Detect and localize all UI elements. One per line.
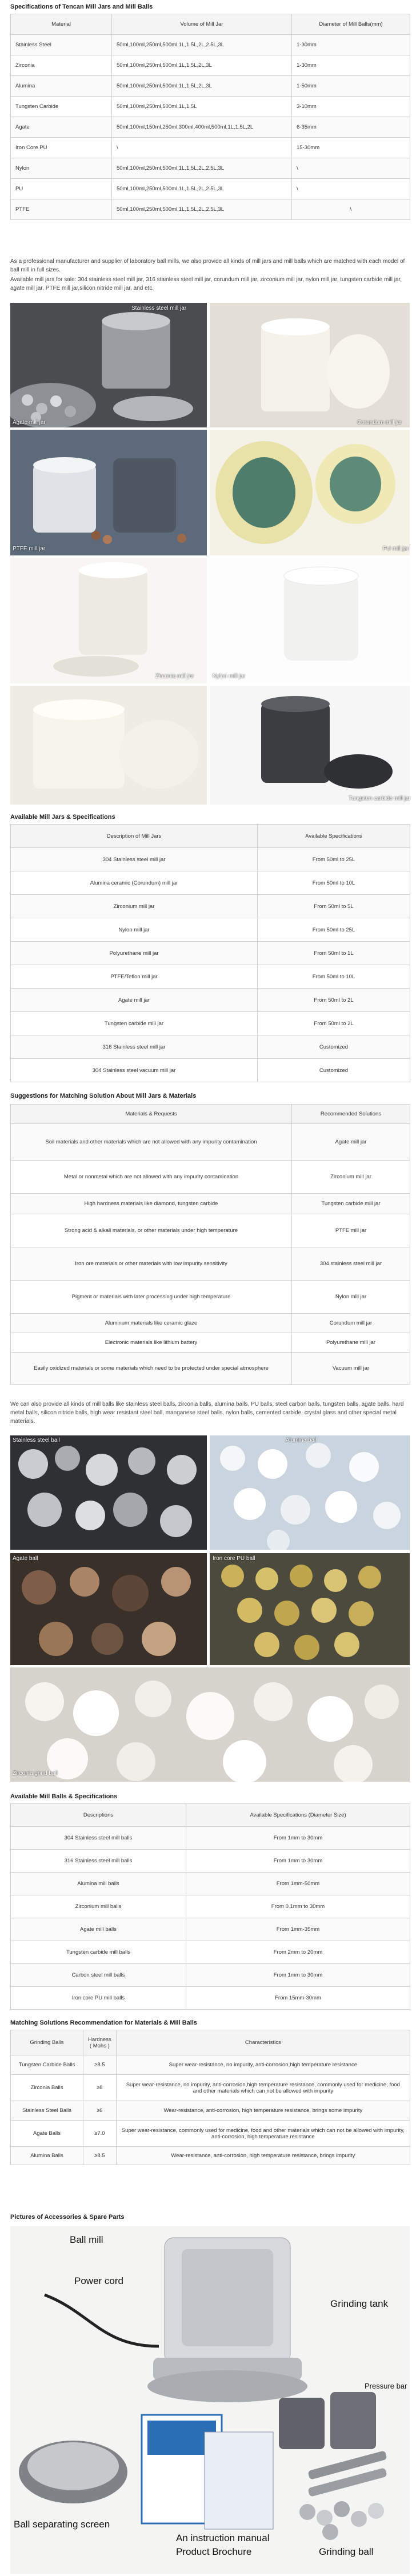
table-row (11, 2121, 410, 2147)
cell: Tungsten carbide mill balls (11, 1941, 186, 1964)
cell: PU (11, 179, 112, 199)
cell: Zirconia (11, 55, 112, 76)
table-row (11, 76, 410, 97)
table-row (11, 2147, 410, 2165)
cell: Tungsten Carbide (11, 97, 112, 117)
cell: Corundum mill jar (292, 1314, 410, 1333)
label-pressure-bar: Pressure bar (365, 2382, 407, 2390)
specs-table (10, 14, 410, 220)
cell: ≥8 (83, 2075, 117, 2101)
cell: From 50ml to 10L (258, 965, 410, 989)
photo-ptfe-jar (10, 430, 207, 555)
table-row (11, 97, 410, 117)
cell: Zirconium mill jar (292, 1161, 410, 1194)
cell: ≥8.5 (83, 2147, 117, 2165)
caption-zirconia-jar: Zirconia mill jar (155, 673, 194, 679)
cell: 50ml,100ml,250ml,500ml,1L,1.5L,2L,3L (112, 55, 292, 76)
ironcore-ball-image (210, 1553, 410, 1665)
cell: Customized (258, 1035, 410, 1059)
cell: Pigment or materials with later processing under high temperature (11, 1281, 292, 1314)
cell: Wear-resistance, anti-corrosion, high temperature resistance, brings some impurity (116, 2101, 410, 2121)
caption-stainless-jar: Stainless steel mill jar (131, 305, 187, 311)
cell: From 2mm to 20mm (186, 1941, 410, 1964)
cell: 316 Stainless steel mill jar (11, 1035, 258, 1059)
agate-ball-image (10, 1553, 207, 1665)
cell: 1-50mm (292, 76, 410, 97)
cell: 304 Stainless steel mill jar (11, 848, 258, 871)
match-table (10, 2030, 410, 2165)
cell: From 1mm to 30mm (186, 1827, 410, 1850)
zirconia-jar-open-image (10, 686, 207, 805)
photo-tungsten-jar (210, 686, 410, 805)
cell: From 50ml to 5L (258, 895, 410, 918)
balls-title: Available Mill Balls & Specifications (10, 1793, 118, 1800)
table-row (11, 1987, 410, 2010)
balls-table (10, 1803, 410, 2010)
table-row (11, 989, 410, 1012)
cell: From 1mm-35mm (186, 1918, 410, 1941)
stainless-ball-image (10, 1435, 207, 1550)
table-row (11, 918, 410, 942)
cell: Alumina ceramic (Corundum) mill jar (11, 871, 258, 895)
cell: 50ml,100ml,250ml,500ml,1L,1.5L,2L,2.5L,3L (112, 35, 292, 55)
caption-stainless-ball: Stainless steel ball (13, 1437, 60, 1443)
caption-zirconia-ball: Zirconia grind ball (13, 1770, 58, 1777)
photo-pu-jar (210, 430, 410, 555)
caption-ironcore-ball: Iron core PU ball (213, 1555, 255, 1562)
table-row (11, 2075, 410, 2101)
specs-header-diameter: Diameter of Mill Balls(mm) (292, 14, 410, 35)
table-row (11, 1873, 410, 1895)
cell: Nylon (11, 158, 112, 179)
ptfe-jar-image (10, 430, 207, 555)
suggest-title: Suggestions for Matching Solution About Mill Jars & Materials (10, 1093, 197, 1099)
specs-header-volume: Volume of Mill Jar (112, 14, 292, 35)
cell: Iron Core PU (11, 138, 112, 158)
cell: Alumina Balls (11, 2147, 83, 2165)
photo-corundum-jar (210, 303, 410, 427)
cell: 50ml,100ml,250ml,500ml,1L,1.5L,2L,2.5L,3L (112, 199, 292, 220)
table-row (11, 1850, 410, 1873)
cell: Strong acid & alkali materials, or other materials under high temperature (11, 1214, 292, 1247)
cell: Customized (258, 1059, 410, 1082)
cell: Carbon steel mill balls (11, 1964, 186, 1987)
caption-pu-jar: PU mill jar (383, 546, 409, 552)
cell: Agate Balls (11, 2121, 83, 2147)
label-power-cord: Power cord (74, 2275, 123, 2286)
caption-agate-ball: Agate ball (13, 1555, 38, 1562)
caption-corundum-jar: Corundum mill jar (357, 419, 402, 426)
cell: Vacuum mill jar (292, 1353, 410, 1385)
cell: Zirconium mill balls (11, 1895, 186, 1918)
table-row (11, 1281, 410, 1314)
cell: PTFE/Teflon mill jar (11, 965, 258, 989)
cell: ≥6 (83, 2101, 117, 2121)
cell: Agate mill balls (11, 1918, 186, 1941)
cell: From 50ml to 2L (258, 989, 410, 1012)
zirconia-jar-image (10, 558, 207, 683)
photo-zirconia-ball (10, 1667, 410, 1782)
cell: Easily oxidized materials or some materials which need to be protected under special atmosphere (11, 1353, 292, 1385)
label-grinding-ball: Grinding ball (319, 2546, 374, 2557)
suggest-header-materials: Materials & Requests (11, 1105, 292, 1124)
stainless-jar-image (10, 303, 207, 427)
cell: Metal or nonmetal which are not allowed with any impurity contamination (11, 1161, 292, 1194)
table-row (11, 1214, 410, 1247)
specs-header-material: Material (11, 14, 112, 35)
intro-line-1: As a professional manufacturer and supplier of laboratory ball mills, we also provide all kinds of mill jars and mill balls which are matched with each model of ball mill in full sizes. (10, 258, 405, 273)
jars-table (10, 824, 410, 1082)
cell: PTFE mill jar (292, 1214, 410, 1247)
label-ball-mill: Ball mill (70, 2234, 103, 2245)
cell: 50ml,100ml,250ml,500ml,1L,1.5L,2L,2.5L,3L (112, 158, 292, 179)
cell: Super wear-resistance, no impurity, anti-corrosion,high temperature resistance (116, 2055, 410, 2075)
cell: From 1mm to 30mm (186, 1964, 410, 1987)
jars-header-specs: Available Specifications (258, 825, 410, 848)
cell: PTFE (11, 199, 112, 220)
tungsten-jar-image (210, 686, 410, 805)
accessories-photo (10, 2226, 410, 2574)
caption-ptfe-jar: PTFE mill jar (13, 546, 46, 552)
photo-ironcore-ball (210, 1553, 410, 1665)
cell: Stainless Steel Balls (11, 2101, 83, 2121)
table-row (11, 1247, 410, 1281)
photo-zirconia-jar-top (10, 558, 207, 683)
cell: Tungsten carbide mill jar (292, 1194, 410, 1214)
match-title: Matching Solutions Recommendation for Materials & Mill Balls (10, 2019, 197, 2026)
cell: Polyurethane mill jar (292, 1333, 410, 1353)
cell: Iron core PU mill balls (11, 1987, 186, 2010)
cell: 304 stainless steel mill jar (292, 1247, 410, 1281)
cell: Wear-resistance, anti-corrosion, high temperature resistance, brings impurity (116, 2147, 410, 2165)
cell: 50ml,100ml,150ml,250ml,300ml,400ml,500ml,1L,1.5L,2L (112, 117, 292, 138)
cell: ≥7.0 (83, 2121, 117, 2147)
match-header-hardness: Hardness ( Mohs ) (83, 2030, 117, 2055)
balls-header-descriptions: Descriptions (11, 1804, 186, 1827)
cell: Nylon mill jar (292, 1281, 410, 1314)
table-row (11, 848, 410, 871)
table-row (11, 1035, 410, 1059)
table-row (11, 1059, 410, 1082)
cell: From 0.1mm to 30mm (186, 1895, 410, 1918)
cell: Super wear-resistance, no impurity, anti-corrosion,high temperature resistance, commonly used for medicine, food and other materials which can not be allowed with impurity (116, 2075, 410, 2101)
cell: \ (292, 199, 410, 220)
table-row (11, 1012, 410, 1035)
cell: From 1mm to 30mm (186, 1850, 410, 1873)
cell: ≥8.5 (83, 2055, 117, 2075)
match-header-characteristics: Characteristics (116, 2030, 410, 2055)
cell: 316 Stainless steel mill balls (11, 1850, 186, 1873)
cell: 6-35mm (292, 117, 410, 138)
cell: Alumina (11, 76, 112, 97)
photo-stainless-jar (10, 303, 207, 427)
cell: Stainless Steel (11, 35, 112, 55)
cell: Agate mill jar (11, 989, 258, 1012)
table-row (11, 1314, 410, 1333)
cell: From 50ml to 25L (258, 848, 410, 871)
cell: \ (292, 158, 410, 179)
pu-jar-image (210, 430, 410, 555)
intro-line-2: Available mill jars for sale: 304 stainless steel mill jar, 316 stainless steel mill jar, corundum mill jar, zirconium mill jar, nylon mill jar, tungsten carbide mill jar, agate mill jar, PTFE mill jar,silicon nitride mill jar, and etc. (10, 277, 402, 291)
cell: Nylon mill jar (11, 918, 258, 942)
accessories-title: Pictures of Accessories & Spare Parts (10, 2214, 125, 2221)
photo-agate-ball (10, 1553, 207, 1665)
table-row (11, 1161, 410, 1194)
cell: Tungsten Carbide Balls (11, 2055, 83, 2075)
cell: Iron ore materials or other materials with low impurity sensitivity (11, 1247, 292, 1281)
suggest-table (10, 1104, 410, 1385)
table-row (11, 871, 410, 895)
caption-alumina-ball: Alumina ball (286, 1437, 317, 1443)
cell: \ (112, 138, 292, 158)
table-row (11, 2055, 410, 2075)
table-row (11, 158, 410, 179)
table-row (11, 1194, 410, 1214)
cell: Alumina mill balls (11, 1873, 186, 1895)
cell: 304 Stainless steel vacuum mill jar (11, 1059, 258, 1082)
cell: 1-30mm (292, 55, 410, 76)
zirconia-ball-image (10, 1667, 410, 1782)
jars-header-description: Description of Mill Jars (11, 825, 258, 848)
cell: Agate mill jar (292, 1124, 410, 1161)
cell: High hardness materials like diamond, tungsten carbide (11, 1194, 292, 1214)
table-row (11, 179, 410, 199)
table-row (11, 1941, 410, 1964)
cell: From 1mm-50mm (186, 1873, 410, 1895)
table-row (11, 35, 410, 55)
table-row (11, 117, 410, 138)
table-row (11, 1964, 410, 1987)
cell: 3-10mm (292, 97, 410, 117)
cell: Zirconium mill jar (11, 895, 258, 918)
jars-title: Available Mill Jars & Specifications (10, 814, 115, 821)
cell: Electronic materials like lithium battery (11, 1333, 292, 1353)
cell: Polyurethane mill jar (11, 942, 258, 965)
cell: 15-30mm (292, 138, 410, 158)
label-grinding-tank: Grinding tank (330, 2298, 389, 2309)
table-row (11, 895, 410, 918)
cell: From 50ml to 2L (258, 1012, 410, 1035)
cell: \ (292, 179, 410, 199)
table-row (11, 942, 410, 965)
label-manual: An instruction manual (176, 2533, 270, 2543)
table-row (11, 1827, 410, 1850)
label-ball-screen: Ball separating screen (14, 2519, 110, 2530)
label-brochure: Product Brochure (176, 2546, 252, 2557)
cell: Tungsten carbide mill jar (11, 1012, 258, 1035)
cell: Soil materials and other materials which are not allowed with any impurity contamination (11, 1124, 292, 1161)
table-row (11, 1333, 410, 1353)
table-row (11, 1124, 410, 1161)
table-row (11, 2101, 410, 2121)
cell: From 50ml to 25L (258, 918, 410, 942)
cell: Zirconia Balls (11, 2075, 83, 2101)
cell: From 50ml to 10L (258, 871, 410, 895)
cell: 50ml,100ml,250ml,500ml,1L,1.5L (112, 97, 292, 117)
corundum-jar-image (210, 303, 410, 427)
table-row (11, 1918, 410, 1941)
table-row (11, 1895, 410, 1918)
balls-header-specs: Available Specifications (Diameter Size) (186, 1804, 410, 1827)
cell: 50ml,100ml,250ml,500ml,1L,1.5L,2L,3L (112, 76, 292, 97)
photo-stainless-ball (10, 1435, 207, 1550)
photo-alumina-ball (210, 1435, 410, 1550)
balls-intro: We can also provide all kinds of mill balls like stainless steel balls, zirconia balls, alumina balls, PU balls, steel carbon balls, tungsten balls, agate balls, hard metal balls, silicon nitride balls, high wear resistant steel ball, manganese steel balls, nylon balls, cemented carbide, crystal glass and other special metal materials. (10, 1401, 404, 1425)
cell: 50ml,100ml,250ml,500ml,1L,1.5L,2L,2.5L,3L (112, 179, 292, 199)
caption-agate-jar: Agate mill jar (13, 419, 46, 426)
photo-zirconia-jar-bottom (10, 686, 207, 805)
cell: Super wear-resistance, commonly used for medicine, food and other materials which can not be allowed with impurity, anti-corrosion, high temperature resistance (116, 2121, 410, 2147)
caption-tungsten-jar: Tungsten carbide mill jar (349, 795, 411, 802)
cell: Aluminum materials like ceramic glaze (11, 1314, 292, 1333)
table-row (11, 965, 410, 989)
specs-title: Specifications of Tencan Mill Jars and Mill Balls (10, 3, 153, 10)
cell: From 15mm-30mm (186, 1987, 410, 2010)
match-header-balls: Grinding Balls (11, 2030, 83, 2055)
caption-nylon-jar: Nylon mill jar (213, 673, 246, 679)
table-row (11, 1353, 410, 1385)
cell: 1-30mm (292, 35, 410, 55)
cell: From 50ml to 1L (258, 942, 410, 965)
photo-nylon-jar (210, 558, 410, 683)
cell: 304 Stainless steel mill balls (11, 1827, 186, 1850)
alumina-ball-image (210, 1435, 410, 1550)
table-row (11, 199, 410, 220)
table-row (11, 138, 410, 158)
suggest-header-solutions: Recommended Solutions (292, 1105, 410, 1124)
cell: Agate (11, 117, 112, 138)
nylon-jar-image (210, 558, 410, 683)
table-row (11, 55, 410, 76)
